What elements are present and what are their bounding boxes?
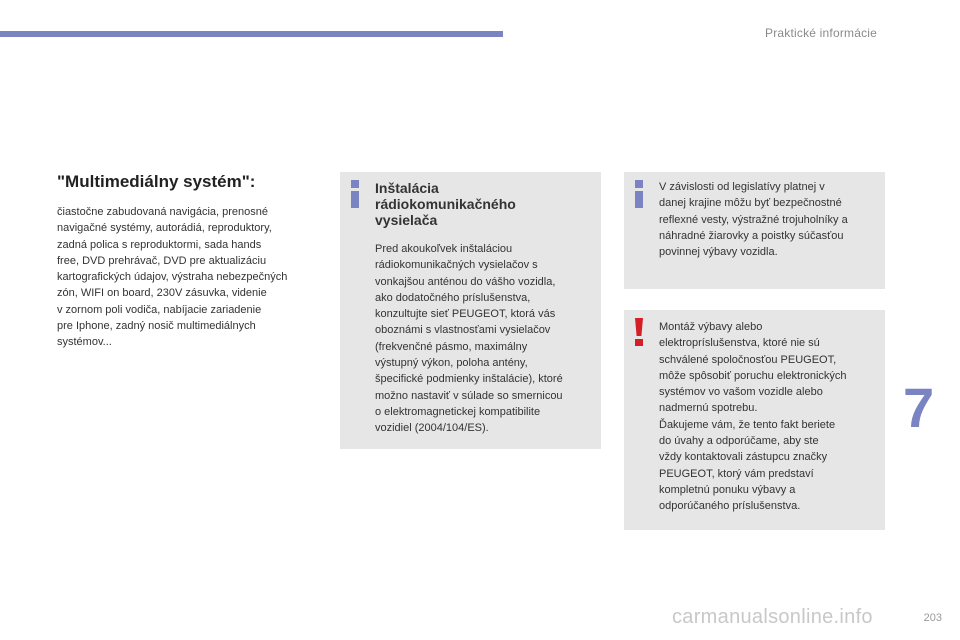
text-line: systémov vo vašom vozidle alebo (659, 386, 823, 399)
text-line: ako dodatočného príslušenstva, (375, 291, 531, 304)
section-title: Praktické informácie (765, 26, 878, 40)
installation-title (375, 180, 590, 228)
text-line: zón, WIFI on board, 230V zásuvka, videnie (57, 287, 267, 300)
installation-content (375, 180, 590, 437)
legislation-info-box (624, 172, 885, 289)
text-line: pre Iphone, zadný nosič multimediálnych (57, 320, 256, 333)
text-line: kartografických údajov, výstraha nebezpečných (57, 271, 288, 284)
exclamation-icon (634, 318, 644, 346)
header-accent-bar (0, 31, 503, 37)
text-line: Montáž výbavy alebo (659, 321, 763, 333)
watermark: carmanualsonline.info (672, 606, 873, 628)
multimedia-text (57, 204, 327, 351)
text-line: elektropríslušenstva, ktoré nie sú (659, 337, 820, 350)
title-line: vysielača (375, 212, 438, 228)
text-line: náhradné žiarovky a poistky súčasťou (659, 229, 844, 242)
warning-box (624, 310, 885, 530)
text-line: môže spôsobiť poruchu elektronických (659, 369, 847, 382)
text-line: vozidiel (2004/104/ES). (375, 422, 489, 435)
text-line: (frekvenčné pásmo, maximálny (375, 340, 528, 353)
warning-content (659, 319, 879, 515)
text-line: vždy kontaktovali zástupcu značky (659, 451, 828, 464)
installation-info-box (340, 172, 601, 449)
info-icon (634, 180, 644, 208)
text-line: možno nastaviť v súlade so smernicou (375, 389, 563, 402)
text-line: povinnej výbavy vozidla. (659, 246, 778, 259)
text-line: vonkajšou anténou do vášho vozidla, (375, 275, 556, 288)
text-line: free, DVD prehrávač, DVD pre aktualizáciu (57, 254, 267, 267)
text-line: navigačné systémy, autorádiá, reproduktory, (57, 222, 272, 235)
legislation-text (659, 179, 879, 260)
text-line: V závislosti od legislatívy platnej v (659, 181, 825, 193)
warning-text (659, 319, 879, 515)
text-line: reflexné vesty, výstražné trojuholníky a (659, 213, 848, 226)
text-line: rádiokomunikačných vysielačov s (375, 259, 538, 272)
installation-text (375, 241, 590, 437)
text-line: nadmernú spotrebu. (659, 402, 758, 415)
title-line: Inštalácia (375, 180, 439, 196)
text-line: oboznámi s vlastnosťami vysielačov (375, 324, 551, 337)
multimedia-section (57, 172, 327, 351)
text-line: konzultujte sieť PEUGEOT, ktorá vás (375, 308, 556, 321)
multimedia-title: "Multimediálny systém": (57, 172, 256, 191)
text-line: zadná polica s reproduktormi, sada hands (57, 238, 262, 251)
text-line: systémov... (57, 336, 112, 349)
text-line: schválené spoločnosťou PEUGEOT, (659, 353, 837, 366)
info-icon (350, 180, 360, 208)
chapter-number: 7 (903, 376, 935, 439)
title-line: rádiokomunikačného (375, 196, 516, 212)
text-line: do úvahy a odporúčame, aby ste (659, 435, 819, 448)
text-line: v zornom poli vodiča, nabíjacie zariadenie (57, 303, 262, 316)
text-line: danej krajine môžu byť bezpečnostné (659, 197, 842, 210)
text-line: kompletnú ponuku výbavy a (659, 483, 796, 496)
text-line: čiastočne zabudovaná navigácia, prenosné (57, 206, 268, 218)
text-line: o elektromagnetickej kompatibilite (375, 405, 541, 418)
text-line: výstupný výkon, poloha antény, (375, 357, 528, 370)
text-line: špecifické podmienky inštalácie), ktoré (375, 373, 563, 386)
text-line: Ďakujeme vám, že tento fakt beriete (659, 418, 836, 431)
text-line: Pred akoukoľvek inštaláciou (375, 243, 513, 255)
legislation-content (659, 179, 879, 260)
text-line: PEUGEOT, ktorý vám predstaví (659, 467, 814, 480)
page-number: 203 (923, 612, 942, 624)
text-line: odporúčaného príslušenstva. (659, 500, 801, 513)
